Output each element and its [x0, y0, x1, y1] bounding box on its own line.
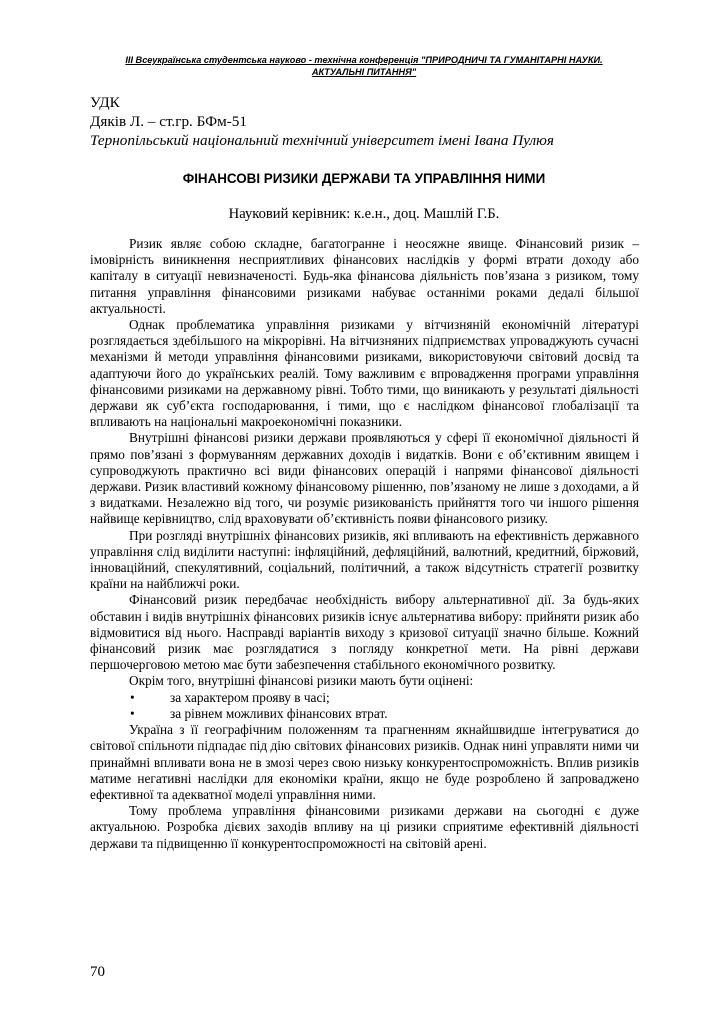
- bullet-icon: •: [130, 689, 135, 705]
- paragraph: Фінансовий ризик передбачає необхідність вибору альтернативної дії. За будь-яких обставин і видів внутрішніх фінансових ризиків існує альтернатива вибору: прийняти ризик або відмовитися від нього. Насправді варіантів виходу з кризової ситуації значно більше. Кожний фінансовий ризик має розглядатися з погляду конкретної мети. На рівні держави першочерговою метою має бути забезпечення стабільного економічного розвитку.: [90, 592, 639, 673]
- paragraph: При розгляді внутрішніх фінансових ризиків, які впливають на ефективність державного управління слід виділити наступні: інфляційний, дефляційний, валютний, кредитний, біржовий, інноваційний, спекулятивний, соціальний, політичний, а також відсутність стратегії розвитку країни на найближчі роки.: [90, 527, 639, 592]
- paragraph: Ризик являє собою складне, багатогранне і неосяжне явище. Фінансовий ризик – імовірність виникнення несприятливих фінансових наслідків у формі втрати доходу або капіталу в ситуації невизначеності. Будь-яка фінансова діяльність пов’язана з ризиком, тому питання управління фінансовими ризиками набуває останніми роками дедалі більшої актуальності.: [90, 236, 639, 316]
- author-block: [90, 93, 650, 150]
- running-header: [90, 54, 638, 78]
- paragraph: Україна з її географічним положенням та прагненням якнайшвидше інтегруватися до світової спільноти підпадає під дію світових фінансових ризиків. Однак нині управляти ними чи принаймні впливати вона не в змозі через свою низьку конкурентоспроможність. Вплив ризиків матиме негативні наслідки для економіки країни, якщо не буде розроблено й запроваджено ефективної та адекватної моделі управління ними.: [90, 722, 639, 802]
- list-item: [90, 690, 639, 706]
- paragraph: Внутрішні фінансові ризики держави проявляються у сфері її економічної діяльності й прямо пов’язані з формуванням державних доходів і видатків. Вони є об’єктивним явищем і супроводжують практично всі види фінансових операцій і напрями фінансової діяльності держави. Ризик властивий кожному фінансовому рішенню, пов’язаному не лише з доходами, а й з видатками. Незалежно від того, чи розуміє ризикованість прийняття того чи іншого рішення найвище керівництво, слід враховувати об’єктивність появи фінансового ризику.: [90, 430, 639, 527]
- author-affiliation: Тернопільський національний технічний університет імені Івана Пулюя: [90, 132, 554, 149]
- running-header-line-2: АКТУАЛЬНІ ПИТАННЯ": [311, 67, 417, 77]
- paper-title: ФІНАНСОВІ РИЗИКИ ДЕРЖАВИ ТА УПРАВЛІННЯ НИМИ: [182, 171, 546, 186]
- assessment-criteria-list: [90, 690, 639, 722]
- list-item-text: за характером прояву в часі;: [170, 689, 330, 705]
- list-item: [90, 706, 639, 722]
- scientific-supervisor: Науковий керівник: к.е.н., доц. Машлій Г.Б.: [228, 206, 500, 222]
- udk-label: УДК: [90, 94, 120, 111]
- running-header-line-1: ІІІ Всеукраїнська студентська науково - технічна конференція "ПРИРОДНИЧІ ТА ГУМАНІТАРНІ НАУКИ.: [125, 55, 603, 65]
- paragraph: Однак проблематика управління ризиками у вітчизняній економічній літературі розглядається здебільшого на мікрорівні. На вітчизняних підприємствах упроваджують сучасні механізми й методи управління фінансовими ризиками, використовуючи світовий досвід та адаптуючи його до українських реалій. Тому важливим є впровадження програми управління фінансовими ризиками на державному рівні. Тобто тими, що виникають у результаті діяльності держави як суб’єкта господарювання, і тими, що є наслідком фінансової глобалізації та впливають на національні макроекономічні показники.: [90, 317, 639, 430]
- list-item-text: за рівнем можливих фінансових втрат.: [170, 705, 388, 721]
- paragraph: Тому проблема управління фінансовими ризиками держави на сьогодні є дуже актуальною. Розробка дієвих заходів впливу на ці ризики сприятиме ефективній діяльності держави та підвищенню її конкурентоспроможності на світовій арені.: [90, 803, 639, 851]
- page-number: 70: [90, 964, 105, 980]
- bullet-icon: •: [130, 705, 135, 721]
- paper-body: [90, 236, 639, 852]
- paragraph: Окрім того, внутрішні фінансові ризики мають бути оцінені:: [129, 673, 474, 689]
- author-name: Дяків Л. – ст.гр. БФм-51: [90, 113, 247, 130]
